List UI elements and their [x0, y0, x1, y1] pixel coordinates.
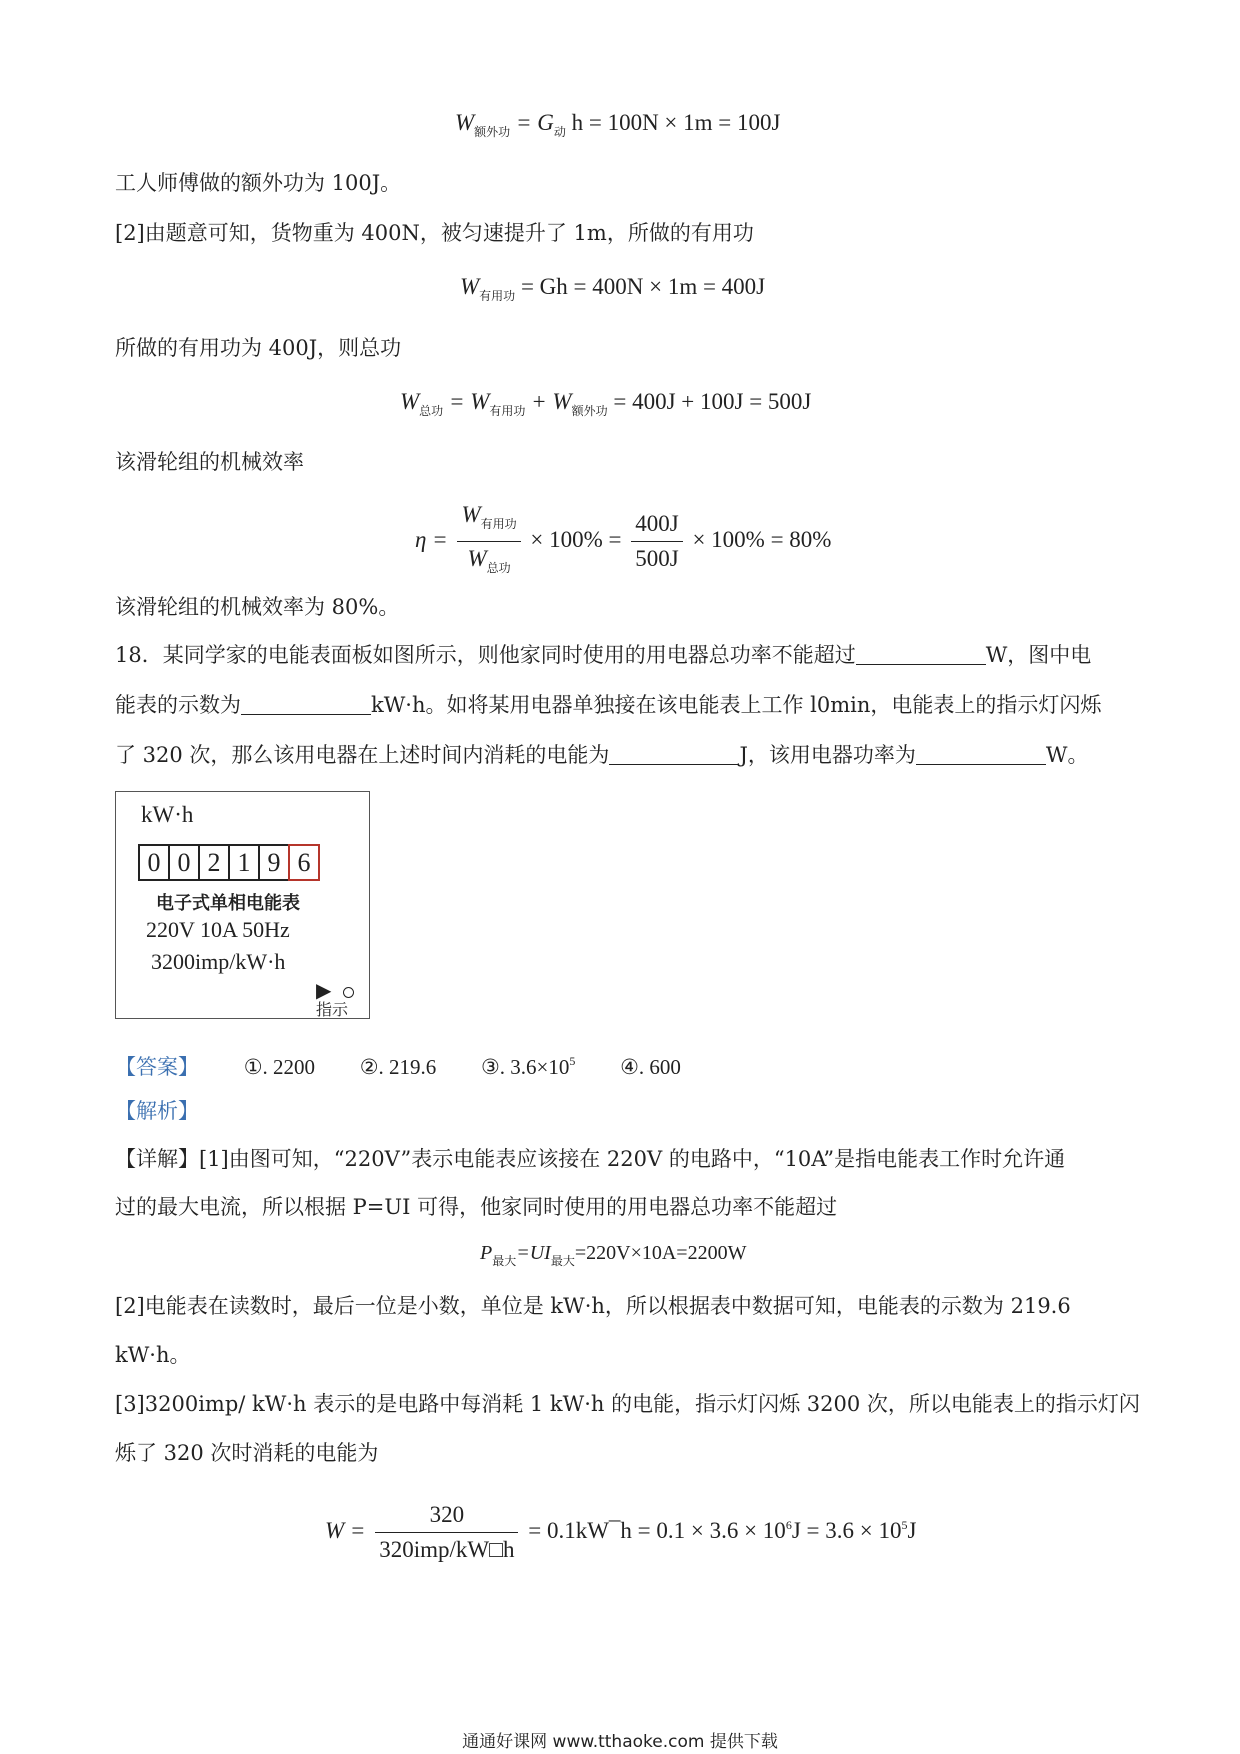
- equation-energy-consumed: [325, 1500, 916, 1565]
- text-line: 工人师傅做的额外功为 100J。: [115, 171, 402, 195]
- fraction: [375, 1500, 518, 1565]
- meter-digit: 2: [198, 844, 230, 881]
- eq-symbol: P: [480, 1242, 493, 1264]
- fraction: [631, 509, 682, 574]
- analysis-line: 过的最大电流，所以根据 P=UI 可得，他家同时使用的用电器总功率不能超过: [115, 1195, 838, 1219]
- text-line: 该滑轮组的机械效率为 80%。: [115, 595, 400, 619]
- eq-symbol: W: [467, 546, 487, 571]
- question-text: kW·h。如将某用电器单独接在该电能表上工作 l0min，电能表上的指示灯闪烁: [371, 693, 1102, 717]
- eq-denominator: 320imp/kW□h: [379, 1537, 515, 1562]
- eq-symbol: W: [400, 389, 420, 414]
- eq-symbol: W: [460, 274, 480, 299]
- eq-symbol: W: [455, 110, 475, 135]
- energy-meter-figure: [115, 791, 370, 1019]
- eq-term: =UI: [516, 1242, 551, 1264]
- answer-blank[interactable]: [241, 692, 371, 715]
- answer-item: [481, 1055, 575, 1079]
- eq-subscript: 有用功: [480, 517, 517, 531]
- indicator-label: 指示: [316, 1000, 349, 1019]
- meter-digit: 0: [168, 844, 200, 881]
- eq-rhs: × 100% = 80%: [692, 526, 832, 552]
- eq-rhs: = 400J + 100J = 500J: [613, 389, 812, 414]
- eq-subscript: 最大: [550, 1254, 575, 1268]
- eq-rhs: = Gh = 400N × 1m = 400J: [520, 274, 766, 299]
- analysis-line: [3]3200imp/ kW·h 表示的是电路中每消耗 1 kW·h 的电能，指示灯闪烁 3200 次，所以电能表上的指示灯闪: [115, 1392, 1140, 1416]
- equation-total-work: [400, 387, 811, 426]
- question-text: 了 320 次，那么该用电器在上述时间内消耗的电能为: [115, 743, 610, 767]
- eq-subscript: 有用功: [489, 404, 526, 418]
- text-line: 所做的有用功为 400J，则总功: [115, 336, 402, 360]
- analysis-label: 【解析】: [115, 1099, 199, 1123]
- question-18-line-2: [115, 690, 1101, 720]
- answer-label: 【答案】: [115, 1055, 199, 1079]
- answer-blank[interactable]: [609, 742, 739, 765]
- meter-digit-decimal: 6: [288, 844, 320, 881]
- eq-term: = W: [448, 389, 490, 414]
- text-line: [2]由题意可知，货物重为 400N，被匀速提升了 1m，所做的有用功: [115, 221, 754, 245]
- meter-digit: 1: [228, 844, 260, 881]
- meter-spec: 220V 10A 50Hz: [146, 917, 290, 942]
- answer-line: [115, 1046, 681, 1082]
- answer-blank[interactable]: [916, 742, 1046, 765]
- analysis-line: 【详解】[1]由图可知，“220V”表示电能表应该接在 220V 的电路中，“10A”是指电能表工作时允许通: [115, 1147, 1066, 1171]
- text-line: 该滑轮组的机械效率: [115, 450, 304, 474]
- answer-blank[interactable]: [856, 642, 986, 665]
- eq-subscript: 最大: [492, 1254, 517, 1268]
- answer-exponent: 5: [569, 1054, 576, 1068]
- analysis-line: 烁了 320 次时消耗的电能为: [115, 1441, 379, 1465]
- eq-symbol: η =: [415, 526, 448, 552]
- equation-efficiency: [415, 500, 831, 583]
- eq-term: + W: [531, 389, 572, 414]
- meter-name: 电子式单相电能表: [156, 893, 300, 914]
- eq-subscript: 额外功: [474, 125, 511, 139]
- analysis-line: kW·h。: [115, 1343, 191, 1367]
- eq-subscript: 总功: [486, 561, 511, 575]
- eq-term: × 100% =: [530, 526, 622, 552]
- eq-numerator: 400J: [631, 509, 682, 542]
- question-text: 18．某同学家的电能表面板如图所示，则他家同时使用的用电器总功率不能超过: [115, 643, 856, 667]
- eq-term: J = 3.6 × 10: [791, 1517, 902, 1543]
- eq-subscript: 动: [553, 125, 566, 139]
- meter-digit-row: [138, 844, 318, 881]
- fraction: [457, 500, 520, 583]
- meter-digit: 9: [258, 844, 290, 881]
- eq-exponent: 6: [785, 1517, 792, 1532]
- equation-useful-work: [460, 272, 765, 311]
- question-text: W，图中电: [985, 643, 1092, 667]
- eq-subscript: 额外功: [571, 404, 608, 418]
- eq-subscript: 总功: [419, 404, 444, 418]
- eq-denominator: 500J: [635, 546, 679, 571]
- answer-base: ③. 3.6×10: [480, 1055, 570, 1079]
- question-18-line-1: [115, 640, 1091, 670]
- question-text: J，该用电器功率为: [739, 743, 916, 767]
- eq-symbol: W: [461, 502, 481, 527]
- question-18-line-3: [115, 740, 1088, 770]
- answer-item: ②. 219.6: [359, 1055, 437, 1079]
- eq-rhs: h = 100N × 1m = 100J: [571, 110, 781, 135]
- eq-term: J: [907, 1517, 917, 1543]
- answer-item: ①. 2200: [243, 1055, 316, 1079]
- answer-item: ④. 600: [620, 1055, 681, 1079]
- eq-rhs: =220V×10A=2200W: [574, 1242, 747, 1264]
- eq-exponent: 5: [901, 1517, 908, 1532]
- meter-imp-rate: 3200imp/kW·h: [151, 949, 286, 974]
- question-text: W。: [1045, 743, 1089, 767]
- page-footer: 通通好课网 www.tthaoke.com 提供下载: [462, 1732, 778, 1752]
- eq-term: = 0.1kW¯h = 0.1 × 3.6 × 10: [528, 1517, 786, 1543]
- analysis-line: [2]电能表在读数时，最后一位是小数，单位是 kW·h，所以根据表中数据可知，电能表的示数为 219.6: [115, 1294, 1071, 1318]
- question-text: 能表的示数为: [115, 693, 241, 717]
- equation-max-power: [480, 1238, 746, 1276]
- eq-symbol: W =: [325, 1517, 366, 1543]
- eq-subscript: 有用功: [479, 289, 516, 303]
- indicator-arrow-icon: ▶: [316, 978, 332, 1002]
- eq-numerator: 320: [375, 1500, 518, 1533]
- meter-unit: kW·h: [141, 802, 194, 827]
- meter-digit: 0: [138, 844, 170, 881]
- equation-extra-work: [455, 108, 780, 147]
- eq-term: = G: [515, 110, 554, 135]
